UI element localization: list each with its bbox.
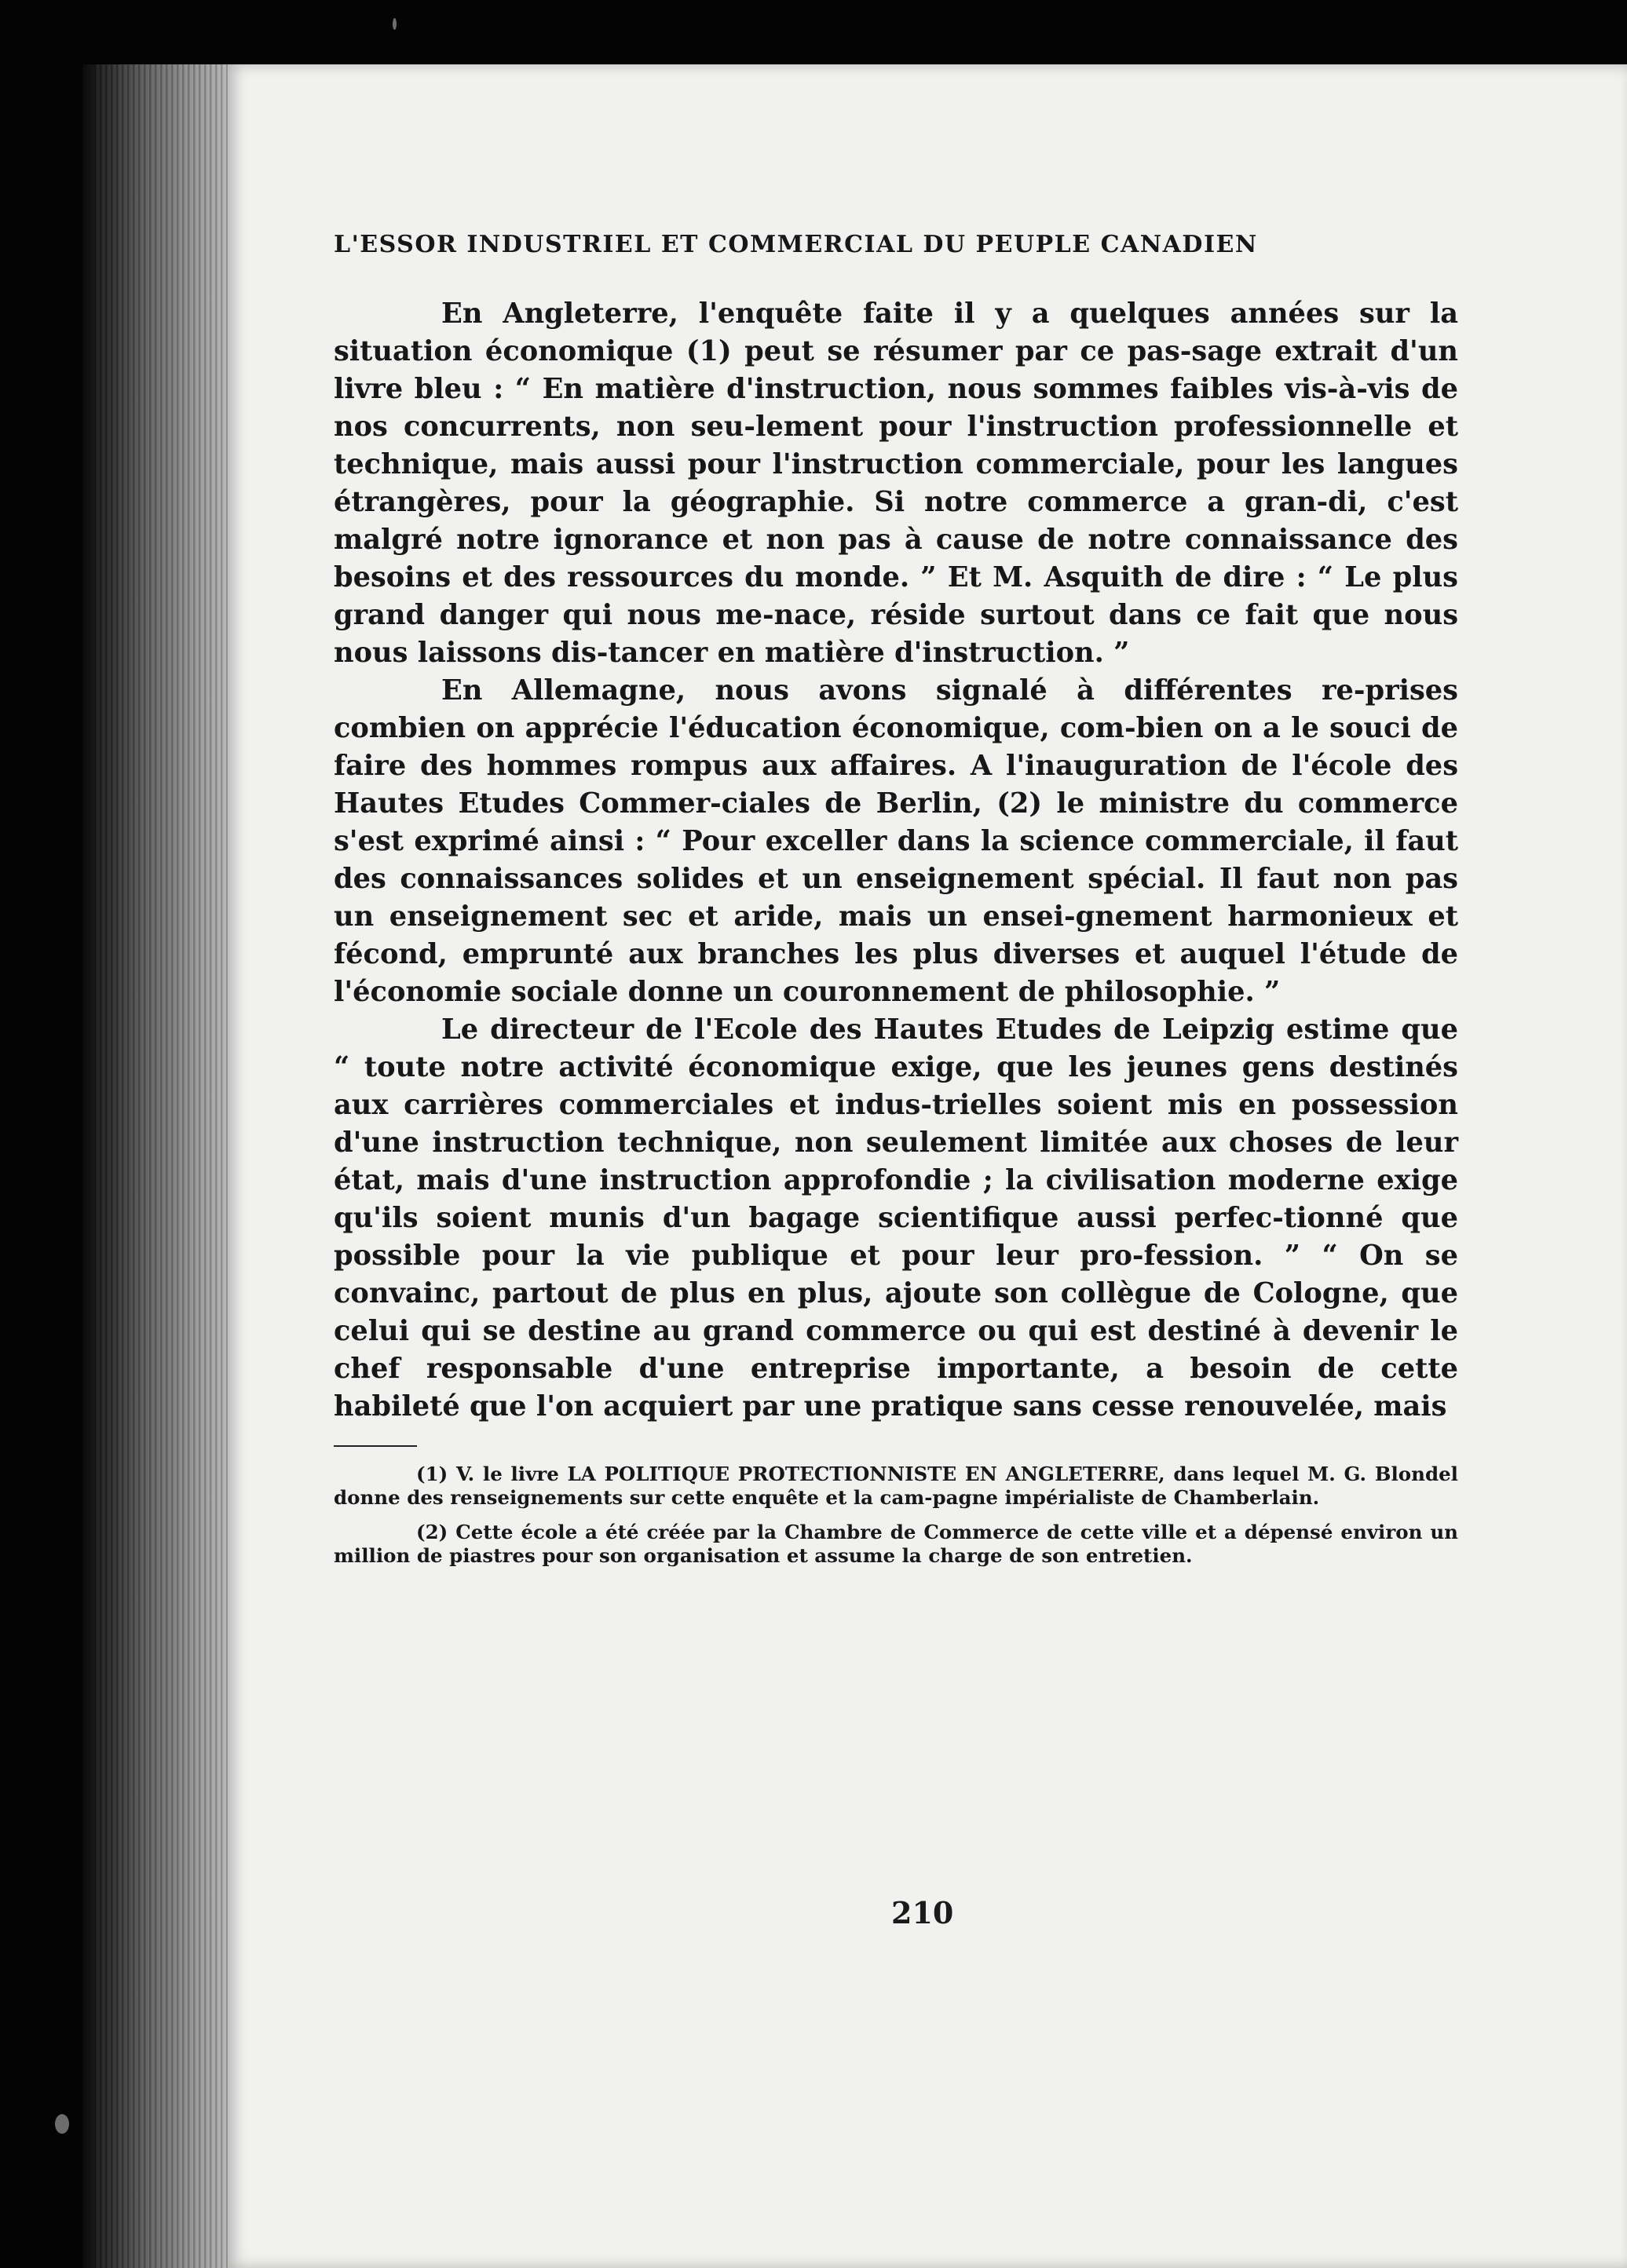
scan-speck-left (55, 2114, 69, 2134)
footnote-2: (2) Cette école a été créée par la Chambre de Commerce de cette ville et a dépensé environ un million de piastres pour son organisation et assume la charge de son entretien. (334, 1520, 1458, 1567)
binding-shadow-lines (94, 64, 228, 2268)
paragraph-3: Le directeur de l'Ecole des Hautes Etudes de Leipzig estime que “ toute notre activité économique exige, que les jeunes gens destinés aux carrières commerciales et indus-trielles soient mis en possession d'une instruction technique, non seulement limitée aux choses de leur état, mais d'une instruction approfondie ; la civilisation moderne exige qu'ils soient munis d'un bagage scientifique aussi perfec-tionné que possible pour la vie publique et pour leur pro-fession. ” “ On se convainc, partout de plus en plus, ajoute son collègue de Cologne, que celui qui se destine au grand commerce ou qui est destiné à devenir le chef responsable d'une entreprise importante, a besoin de cette habileté que l'on acquiert par une pratique sans cesse renouvelée, mais (334, 1013, 1458, 1423)
page-content (334, 232, 1458, 1579)
paragraph-2: En Allemagne, nous avons signalé à différentes re-prises combien on apprécie l'éducation économique, com-bien on a le souci de faire des hommes rompus aux affaires. A l'inauguration de l'école des Hautes Etudes Commer-ciales de Berlin, (2) le ministre du commerce s'est exprimé ainsi : “ Pour exceller dans la science commerciale, il faut des connaissances solides et un enseignement spécial. Il faut non pas un enseignement sec et aride, mais un ensei-gnement harmonieux et fécond, emprunté aux branches les plus diverses et auquel l'étude de l'économie sociale donne un couronnement de philosophie. ” (334, 674, 1458, 1008)
scan-speck-top (393, 18, 397, 30)
footnote-1: (1) V. le livre LA POLITIQUE PROTECTIONNISTE EN ANGLETERRE, dans lequel M. G. Blondel donne des renseignements sur cette enquête et la cam-pagne impérialiste de Chamberlain. (334, 1462, 1458, 1509)
paragraph-1: En Angleterre, l'enquête faite il y a quelques années sur la situation économique (1) peut se résumer par ce pas-sage extrait d'un livre bleu : “ En matière d'instruction, nous sommes faibles vis-à-vis de nos concurrents, non seu-lement pour l'instruction professionnelle et technique, mais aussi pour l'instruction commerciale, pour les langues étrangères, pour la géographie. Si notre commerce a gran-di, c'est malgré notre ignorance et non pas à cause de notre connaissance des besoins et des ressources du monde. ” Et M. Asquith de dire : “ Le plus grand danger qui nous me-nace, réside surtout dans ce fait que nous nous laissons dis-tancer en matière d'instruction. ” (334, 297, 1458, 669)
footnote-divider (334, 1445, 417, 1447)
body-text (334, 295, 1458, 1426)
footnotes (334, 1463, 1458, 1568)
running-head: L'ESSOR INDUSTRIEL ET COMMERCIAL DU PEUPLE CANADIEN (334, 231, 1258, 258)
page-number: 210 (891, 1895, 954, 1930)
